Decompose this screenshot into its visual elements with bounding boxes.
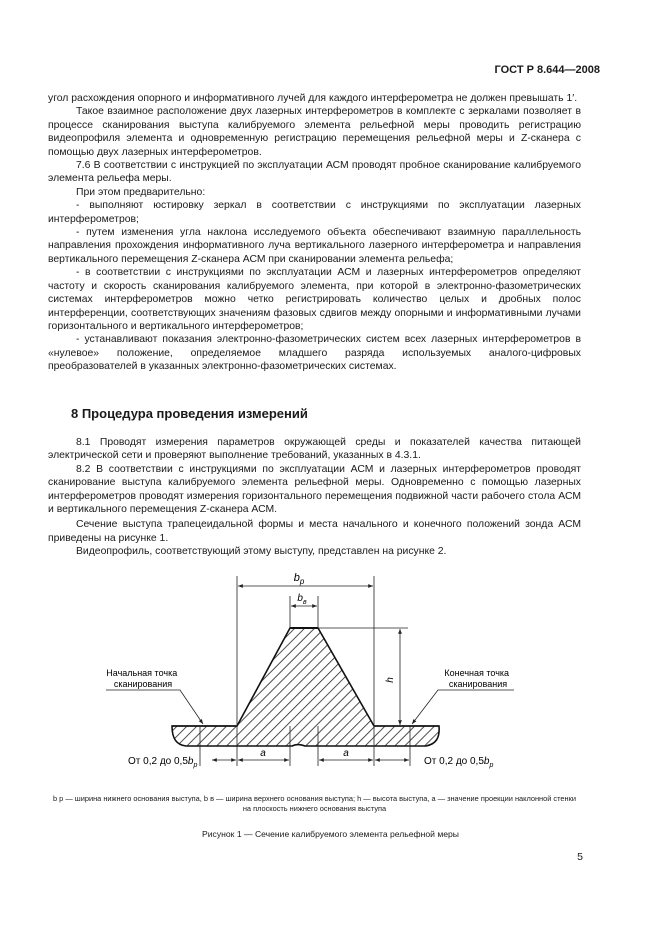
body-text xyxy=(48,92,581,374)
range-left-label: От 0,2 до $0,5b_p$ xyxy=(128,756,198,769)
figure-caption: Рисунок 1 — Сечение калибруемого элемента рельефной меры xyxy=(202,829,459,839)
paragraph: угол расхождения опорного и информативного лучей для каждого интерферометра не должен превышать 1′. xyxy=(48,93,578,104)
list-item: - выполняют юстировку зеркал в соответствии с инструкциями по эксплуатации лазерных интерферометров; xyxy=(48,200,581,225)
paragraph: Видеопрофиль, соответствующий этому выступу, представлен на рисунке 2. xyxy=(76,546,447,558)
paragraph: 8.1 Проводят измерения параметров окружающей среды и показателей качества питающей электрической сети и проверяют выполнение требований, указанных в 4.3.1. xyxy=(48,437,581,462)
page-number: 5 xyxy=(577,851,583,863)
list-item: - путем изменения угла наклона исследуемого объекта обеспечивают взаимную параллельность направления прохождения информативного луча вертикального лазерного интерферометра и направления вертикального перемещения Z-сканера АСМ при сканировании элемента рельефа; xyxy=(48,227,581,265)
figure-legend: b p — ширина нижнего основания выступа, b в — ширина верхнего основания выступа; h — высота выступа, a — значение проекции наклонной стенки на плоскость нижнего основания выступа xyxy=(53,794,576,813)
document-header: ГОСТ Р 8.644—2008 xyxy=(494,64,600,76)
end-point-label: Конечная точка сканирования xyxy=(444,668,510,689)
label-a-left: a xyxy=(260,748,266,759)
paragraph: Такое взаимное расположение двух лазерных интерферометров в комплекте с зеркалами позволяет в процессе сканирования выступа калибруемого элемента рельефной меры проводить регистрацию видеопрофиля элемента и одновременную регистрацию перемещения рельефной меры и Z-сканера с помощью двух лазерных интерферометров. xyxy=(48,106,581,158)
paragraph: 8.2 В соответствии с инструкциями по эксплуатации АСМ и лазерных интерферометров проводят сканирование выступа калибруемого элемента рельефной меры. Одновременно с помощью лазерных интерферометров проводят измерения горизонтального перемещения подвижной части рабочего стола АСМ и вертикального перемещения Z-сканера АСМ. xyxy=(48,463,581,516)
list-item: - в соответствии с инструкциями по эксплуатации АСМ и лазерных интерферометров определяют частоту и скорость сканирования калибруемого элемента, при которой в электронно-фазометрических системах интерферометров можно четко регистрировать количество целых и дробных полос интерференции, соответствующих значениям фазовых сдвигов между опорными и информативными лучами горизонтального и вертикального интерферометров; xyxy=(48,267,581,332)
section-title: 8 Процедура проведения измерений xyxy=(71,406,308,421)
end-point-leader xyxy=(412,690,514,724)
paragraph: При этом предварительно: xyxy=(76,186,206,198)
section-body xyxy=(48,436,581,559)
label-a-right: a xyxy=(343,748,349,759)
label-bp: $b_p$ xyxy=(293,572,305,586)
figure-profile-section xyxy=(0,566,661,788)
start-point-leader xyxy=(106,690,203,724)
start-point-label: Начальная точка сканирования xyxy=(106,668,178,689)
label-h: h xyxy=(385,677,396,683)
paragraph: Сечение выступа трапецеидальной формы и места начального и конечного положений зонда АСМ приведены на рисунке 1. xyxy=(48,519,581,544)
range-right-label: От 0,2 до $0,5b_p$ xyxy=(424,756,494,769)
label-bv: $b_в$ xyxy=(297,593,307,606)
paragraph: 7.6 В соответствии с инструкцией по эксплуатации АСМ проводят пробное сканирование калибруемого элемента рельефа меры. xyxy=(48,160,581,185)
list-item: - устанавливают показания электронно-фазометрических систем всех лазерных интерферометров в «нулевое» положение, определяемое младшего разряда используемых аналого-цифровых преобразователей в указанных электронно-фазометрических системах. xyxy=(48,334,581,373)
profile-hatched-body xyxy=(172,628,439,746)
